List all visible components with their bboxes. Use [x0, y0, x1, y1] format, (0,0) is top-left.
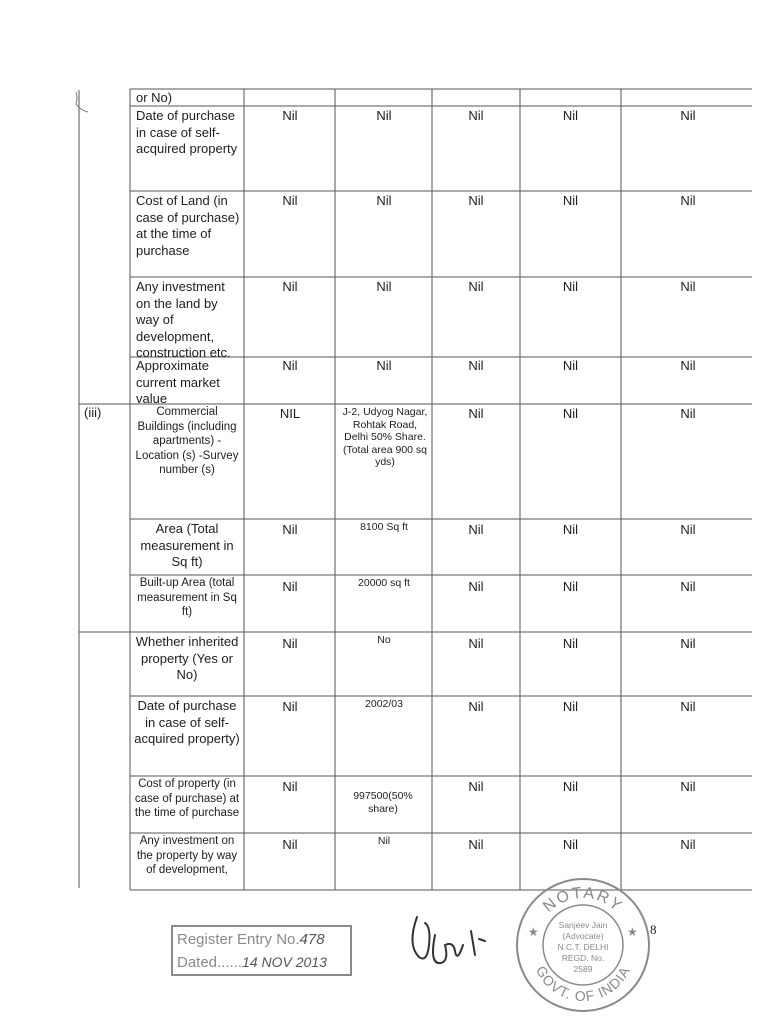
signature [405, 905, 495, 975]
stamp-date: 14 NOV 2013 [242, 954, 327, 970]
table-cell: Nil [562, 579, 579, 594]
table-cell: Nil [468, 779, 484, 794]
svg-text:NOTARY [540, 885, 626, 916]
table-cell: Nil [562, 837, 579, 852]
table-cell: Nil [562, 522, 579, 537]
table-cell: Nil [282, 279, 298, 294]
table-cell: Nil [680, 193, 696, 208]
table-cell: Nil [468, 108, 484, 123]
table-cell: Nil [282, 358, 298, 373]
row-label: Cost of property (in case of purchase) at the time of purchase [134, 778, 240, 819]
register-entry-stamp [171, 925, 352, 976]
row-label: Area (Total measurement in Sq ft) [140, 521, 234, 569]
table-cell: Nil [468, 279, 484, 294]
table-cell: Nil [282, 522, 298, 537]
table-cell: Nil [377, 835, 391, 847]
seal-area: N.C.T. DELHI [557, 942, 609, 952]
row-label: Date of purchase in case of self-acquired property) [134, 698, 240, 746]
seal-title: (Advocate) [562, 931, 604, 941]
table-cell: Nil [680, 837, 696, 852]
table-cell: Nil [680, 406, 696, 421]
star-icon: ★ [528, 925, 539, 939]
seal-regd-number: 2589 [573, 964, 593, 974]
stamp-line-1: Register Entry No. [177, 931, 300, 948]
row-label: Cost of Land (in case of purchase) at the time of purchase [136, 193, 240, 258]
table-cell: Nil [468, 193, 484, 208]
row-label: Approximate current market value [136, 358, 220, 406]
table-cell: Nil [562, 406, 579, 421]
table-cell: Nil [562, 108, 579, 123]
table-cell: Nil [562, 358, 579, 373]
table-cell: No [377, 634, 391, 646]
seal-top-text: NOTARY [540, 884, 626, 916]
table-cell: Nil [680, 279, 696, 294]
table-cell: Nil [680, 358, 696, 373]
table-cell: Nil [468, 837, 484, 852]
table-cell: Nil [282, 699, 298, 714]
table-cell: Nil [562, 193, 579, 208]
table-cell: Nil [680, 699, 696, 714]
table-cell: Nil [376, 108, 392, 123]
table-cell: Nil [376, 358, 392, 373]
table-cell: Nil [468, 522, 484, 537]
table-cell: NIL [279, 406, 301, 421]
seal-bottom-text: GOVT. OF INDIA [532, 963, 634, 1005]
row-label: Built-up Area (total measurement in Sq ft) [137, 577, 237, 618]
star-icon: ★ [627, 925, 638, 939]
table-cell: Nil [468, 358, 484, 373]
table-cell: Nil [282, 579, 298, 594]
seal-regd-label: REGD. No. [561, 953, 605, 963]
row-label: Whether inherited property (Yes or No) [135, 634, 239, 682]
table-cell: Nil [562, 699, 579, 714]
row-label: Date of purchase in case of self-acquired property [136, 108, 238, 156]
table-cell: Nil [562, 279, 579, 294]
table-cell: Nil [282, 193, 298, 208]
table-cell: Nil [468, 699, 484, 714]
row-label: Any investment on the property by way of development, [136, 835, 238, 876]
stamp-entry-number: 478 [299, 931, 325, 948]
notary-seal [514, 876, 652, 1014]
row-label: or No) [136, 90, 173, 105]
table-cell: Nil [468, 579, 484, 594]
table-cell: Nil [282, 636, 298, 651]
table-cell: Nil [468, 406, 484, 421]
table-cell: Nil [562, 779, 579, 794]
table-cell: 997500(50% share) [353, 790, 413, 815]
table-cell: Nil [680, 636, 696, 651]
seal-name: Sanjeev Jain [558, 920, 608, 930]
table-cell: Nil [680, 779, 696, 794]
table-cell: Nil [680, 579, 696, 594]
page-number: 8 [650, 922, 657, 937]
table-cell: Nil [376, 279, 392, 294]
stamp-line-2: Dated...... [177, 954, 243, 971]
section-number: (iii) [84, 405, 102, 420]
table-cell: 8100 Sq ft [360, 521, 408, 533]
table-cell: 2002/03 [365, 698, 403, 710]
table-cell: Nil [376, 193, 392, 208]
table-cell: Nil [468, 636, 484, 651]
table-cell: Nil [282, 108, 298, 123]
table-cell: 20000 sq ft [358, 577, 410, 589]
table-cell: J-2, Udyog Nagar, Rohtak Road, Delhi 50% Share. (Total area 900 sq yds) [342, 406, 428, 468]
row-label: Commercial Buildings (including apartments) -Location (s) -Survey number (s) [135, 406, 239, 476]
row-label: Any investment on the land by way of development, construction etc. [136, 279, 231, 360]
table-cell: Nil [680, 522, 696, 537]
table-cell: Nil [282, 837, 298, 852]
table-cell: Nil [562, 636, 579, 651]
table-cell: Nil [282, 779, 298, 794]
table-cell: Nil [680, 108, 696, 123]
